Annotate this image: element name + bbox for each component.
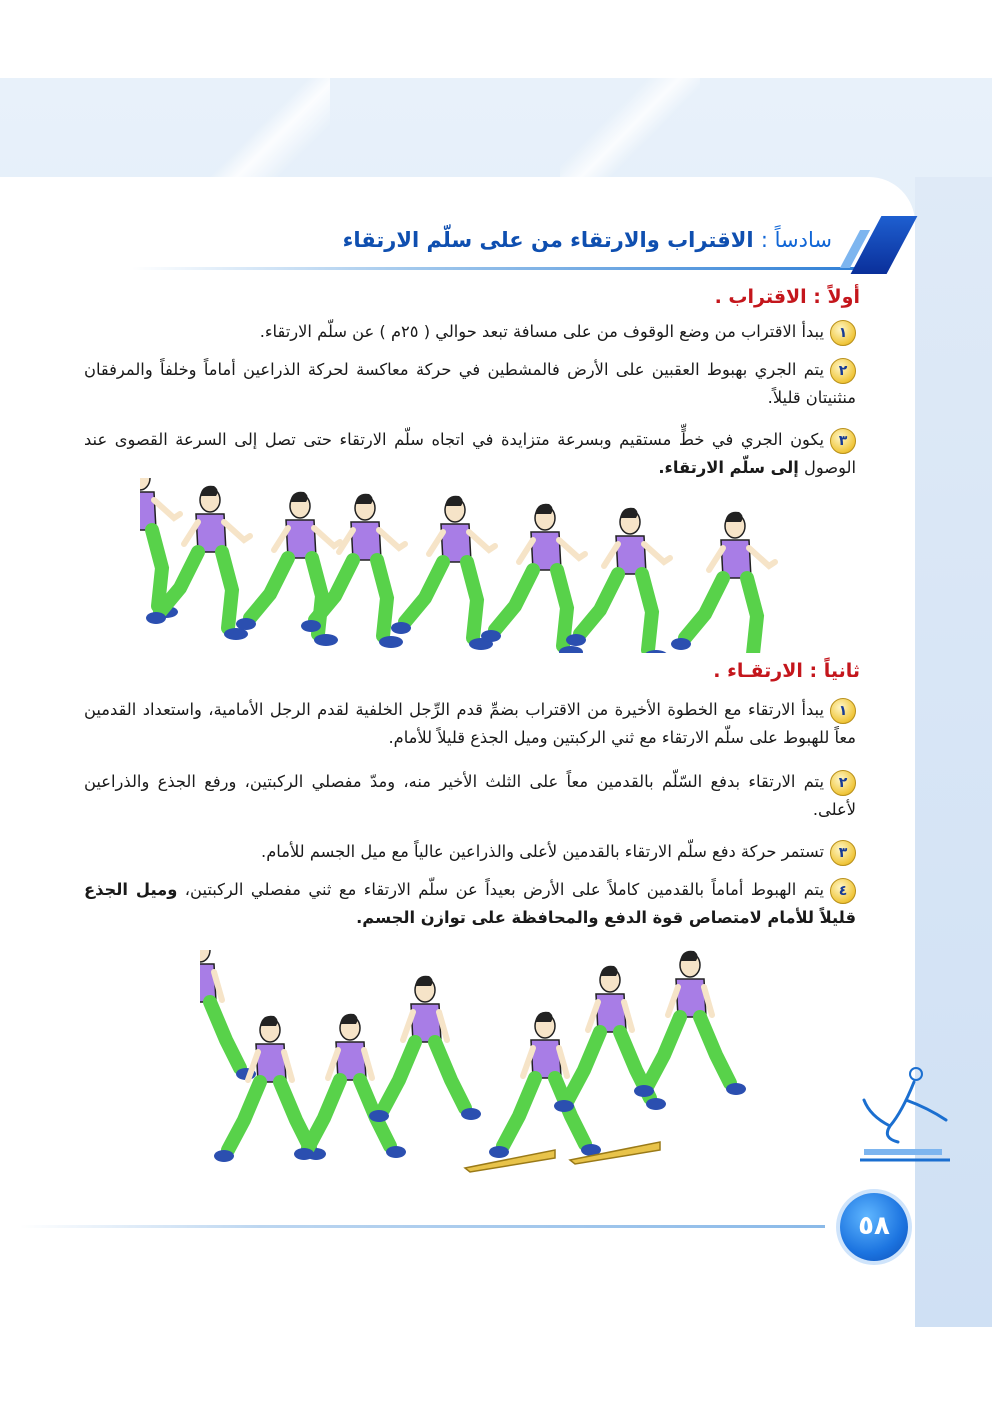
item-text-bold: إلى سلّم الارتقاء.	[658, 457, 799, 477]
page-number: ٥٨	[840, 1193, 908, 1261]
section2-title: ثانياً : الارتقـاء .	[713, 660, 860, 682]
section1-item-2	[84, 356, 856, 411]
runner-figure	[236, 492, 340, 646]
item-text-bold: وميل الجذع قليلاً للأمام لامتصاص قوة الدفع والمحافظة على توازن الجسم.	[84, 880, 856, 927]
background-stripe	[560, 78, 700, 188]
runner-figure	[671, 512, 775, 653]
item-text: يتم الجري بهبوط العقبين على الأرض فالمشطين في حركة معاكسة لحركة الذراعين أماماً وخلفاً والمرفقان منثنيتان قليلاً.	[84, 360, 856, 407]
jumper-figure	[634, 951, 746, 1097]
number-badge: ١	[830, 320, 856, 346]
number-badge: ٤	[830, 878, 856, 904]
springboard	[465, 1150, 555, 1172]
runner-figure	[481, 504, 585, 653]
heading-title-text: الاقتراب والارتقاء من على سلّم الارتقاء	[342, 228, 754, 252]
section-heading	[132, 216, 902, 274]
jumper-figure	[489, 1012, 601, 1158]
section1-item-3	[84, 426, 856, 481]
jumper-figure	[369, 976, 481, 1122]
heading-prefix: سادساً :	[760, 228, 832, 252]
jumper-figure	[200, 950, 256, 1082]
number-badge: ٢	[830, 770, 856, 796]
section1-title: أولاً : الاقتراب .	[714, 286, 860, 308]
section2-item-2	[84, 768, 856, 823]
running-sequence-illustration	[140, 478, 790, 653]
number-badge: ١	[830, 698, 856, 724]
item-text: يبدأ الاقتراب من وضع الوقوف من على مسافة تبعد حوالي ( ٢٥م ) عن سلّم الارتقاء.	[259, 322, 824, 341]
section2-item-1	[84, 696, 856, 751]
section1-item-1	[84, 318, 856, 346]
heading-title	[343, 228, 832, 252]
takeoff-sequence-illustration	[200, 950, 800, 1180]
runner-figure	[391, 496, 495, 650]
item-text: يتم الهبوط أماماً بالقدمين كاملاً على الأرض بعيداً عن سلّم الارتقاء مع ثني مفصلي الركبتين،	[184, 880, 824, 899]
gymnast-icon	[850, 1060, 962, 1170]
section2-item-4	[84, 876, 856, 931]
number-badge: ٢	[830, 358, 856, 384]
footer-line	[20, 1225, 825, 1228]
heading-underline	[132, 267, 862, 270]
section2-item-3	[84, 838, 856, 866]
item-text: يتم الارتقاء بدفع السّلّم بالقدمين معاً على الثلث الأخير منه، ومدّ مفصلي الركبتين، ورفع الجذع والذراعين لأعلى.	[84, 772, 856, 819]
item-text: يبدأ الارتقاء مع الخطوة الأخيرة من الاقتراب بضمِّ قدم الرِّجل الخلفية لقدم الرجل الأمامية، واستعداد القدمين معاً للهبوط على سلّم الارتقاء مع ثني الركبتين وميل الجذع قليلاً للأمام.	[84, 700, 856, 747]
item-text: تستمر حركة دفع سلّم الارتقاء بالقدمين لأعلى والذراعين عالياً مع ميل الجسم للأمام.	[261, 842, 824, 861]
number-badge: ٣	[830, 428, 856, 454]
runner-figure	[566, 508, 670, 653]
item-text: يكون الجري في خطٍّ مستقيم وبسرعة متزايدة في اتجاه سلّم الارتقاء حتى تصل إلى السرعة القصوى عند الوصول	[84, 430, 856, 477]
number-badge: ٣	[830, 840, 856, 866]
